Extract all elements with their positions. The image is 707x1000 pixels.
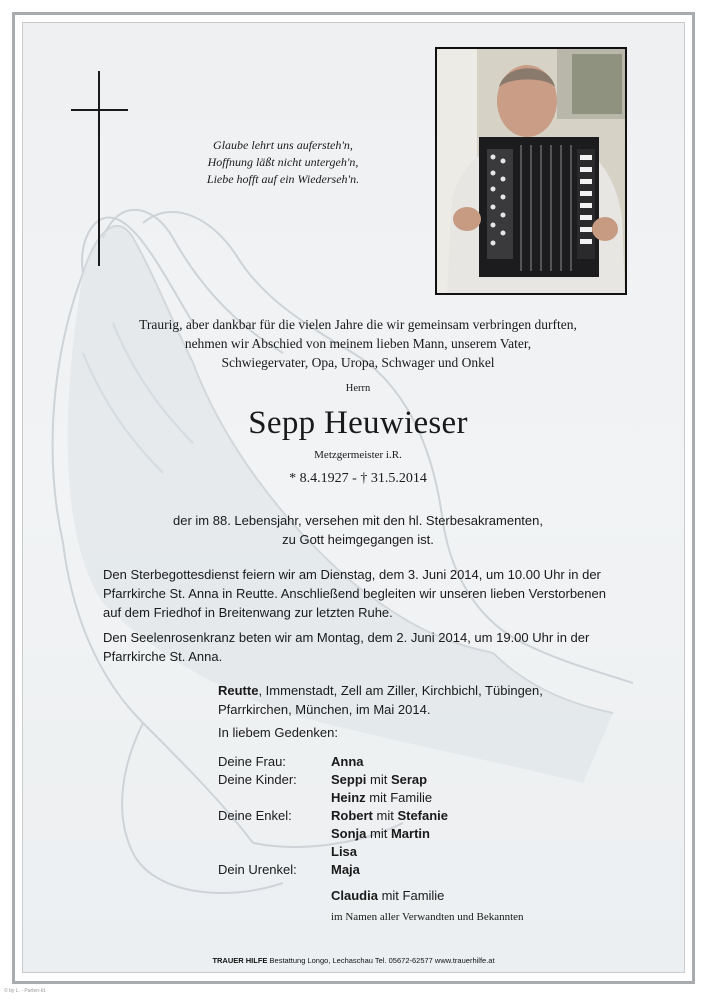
mourner-name: Anna bbox=[331, 754, 364, 769]
place-and-date bbox=[218, 681, 638, 719]
rosary-line: Pfarrkirche St. Anna. bbox=[103, 649, 223, 664]
list-item bbox=[218, 861, 618, 879]
tiny-print: © by L. - Parten-Id. bbox=[4, 988, 47, 994]
service-info bbox=[103, 565, 633, 672]
intro-text bbox=[63, 315, 653, 372]
mourner-name: Martin bbox=[390, 826, 430, 841]
mourner-connector: mit bbox=[366, 826, 391, 841]
deceased-title: Metzgermeister i.R. bbox=[314, 449, 402, 461]
mourner-name: Claudia bbox=[331, 888, 378, 903]
cross-icon bbox=[71, 71, 131, 271]
funeral-mass-paragraph bbox=[103, 565, 633, 622]
intro-line: Traurig, aber dankbar für die vielen Jahre die wir gemeinsam verbringen durften, bbox=[139, 317, 577, 332]
mourner-connector: mit bbox=[366, 772, 391, 787]
mourner-connector: mit Familie bbox=[377, 888, 445, 903]
list-item bbox=[218, 825, 618, 843]
mourners-list bbox=[218, 753, 618, 905]
mourner-name: Serap bbox=[390, 772, 428, 787]
salutation: Herrn bbox=[345, 383, 371, 394]
list-item bbox=[218, 789, 618, 807]
list-item bbox=[218, 887, 618, 905]
mourner-name: Seppi bbox=[331, 772, 367, 787]
intro-line: Schwiegervater, Opa, Uropa, Schwager und Onkel bbox=[221, 355, 495, 370]
mourner-role: Deine Kinder: bbox=[218, 772, 297, 787]
place-line-2: Pfarrkirchen, München, im Mai 2014. bbox=[218, 702, 431, 717]
mourner-role: Dein Urenkel: bbox=[218, 862, 297, 877]
mourner-connector: mit bbox=[372, 808, 398, 823]
mourner-role: Deine Frau: bbox=[218, 754, 286, 769]
list-item bbox=[218, 843, 618, 861]
footer-brand: TRAUER HILFE bbox=[212, 956, 268, 965]
footer-details: Bestattung Longo, Lechaschau Tel. 05672-62577 www.trauerhilfe.at bbox=[267, 956, 495, 965]
mass-line: Den Sterbegottesdienst feiern wir am Dienstag, dem 3. Juni 2014, um 10.00 Uhr in der bbox=[103, 567, 601, 582]
life-dates: * 8.4.1927 - † 31.5.2014 bbox=[289, 471, 427, 486]
passing-statement bbox=[63, 511, 653, 549]
rosary-line: Den Seelenrosenkranz beten wir am Montag, dem 2. Juni 2014, um 19.00 Uhr in der bbox=[103, 630, 590, 645]
list-item bbox=[218, 771, 618, 789]
list-item bbox=[218, 807, 618, 825]
poem bbox=[163, 137, 403, 188]
mourner-name: Lisa bbox=[331, 844, 358, 859]
passing-line: der im 88. Lebensjahr, versehen mit den hl. Sterbesakramenten, bbox=[173, 513, 543, 528]
mourner-connector: mit Familie bbox=[365, 790, 433, 805]
place-other-cities: , Immenstadt, Zell am Ziller, Kirchbichl, Tübingen, bbox=[258, 683, 543, 698]
poem-line: Liebe hofft auf ein Wiederseh'n. bbox=[206, 172, 360, 186]
mourner-name: Robert bbox=[331, 808, 373, 823]
mourner-name: Maja bbox=[331, 862, 360, 877]
poem-line: Hoffnung läßt nicht untergeh'n, bbox=[207, 155, 359, 169]
poem-line: Glaube lehrt uns aufersteh'n, bbox=[213, 138, 353, 152]
mourner-name: Sonja bbox=[331, 826, 367, 841]
deceased-name: Sepp Heuwieser bbox=[248, 405, 468, 441]
passing-line: zu Gott heimgegangen ist. bbox=[282, 532, 434, 547]
mourner-name: Heinz bbox=[331, 790, 366, 805]
mourner-role: Deine Enkel: bbox=[218, 808, 292, 823]
rosary-paragraph bbox=[103, 628, 633, 666]
place-city: Reutte bbox=[218, 683, 259, 698]
notice-panel bbox=[22, 22, 685, 973]
intro-line: nehmen wir Abschied von meinem lieben Mann, unserem Vater, bbox=[184, 336, 532, 351]
accordion-player-image bbox=[437, 49, 625, 293]
footer bbox=[22, 956, 685, 965]
closing-line: im Namen aller Verwandten und Bekannten bbox=[331, 911, 524, 923]
mass-line: auf dem Friedhof in Breitenwang zur letzten Ruhe. bbox=[103, 605, 393, 620]
mass-line: Pfarrkirche St. Anna in Reutte. Anschließend begleiten wir unseren lieben Verstorbenen bbox=[103, 586, 606, 601]
mourner-name: Stefanie bbox=[397, 808, 449, 823]
list-item bbox=[218, 753, 618, 771]
portrait-photo bbox=[435, 47, 627, 295]
mourners-heading: In liebem Gedenken: bbox=[218, 725, 338, 740]
